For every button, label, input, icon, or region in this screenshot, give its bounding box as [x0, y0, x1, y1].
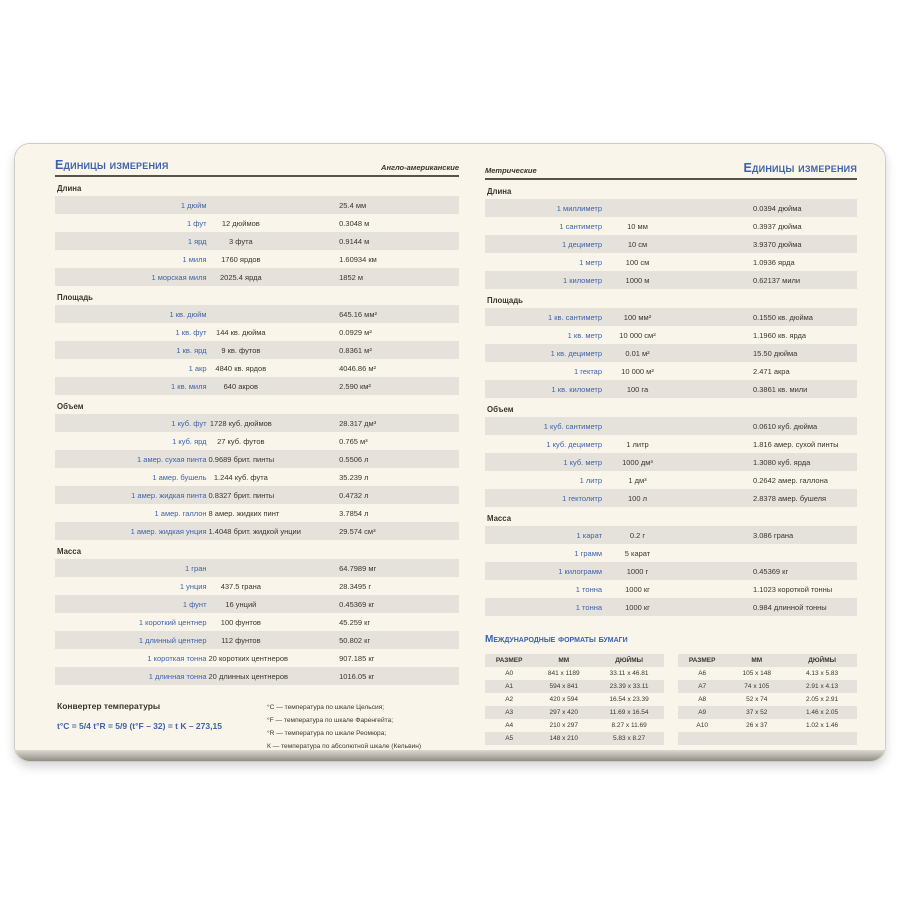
- paper-format-mm: 297 x 420: [549, 709, 579, 716]
- table-row: [55, 559, 459, 577]
- paper-format-row: [678, 719, 857, 732]
- paper-formats-tables: [485, 654, 857, 745]
- paper-format-empty-row: [678, 732, 857, 745]
- unit-name: 1 грамм: [574, 548, 603, 558]
- table-row: [485, 362, 857, 380]
- unit-name: 1 амер. бушель: [152, 472, 207, 482]
- table-row: [55, 305, 459, 323]
- unit-name: 1 гектолитр: [562, 493, 603, 503]
- unit-equivalent: 5 карат: [624, 548, 651, 558]
- unit-equivalent: 0.01 м²: [625, 348, 650, 358]
- unit-equivalent: 12 дюймов: [221, 218, 260, 228]
- table-row: [55, 359, 459, 377]
- unit-name: 1 морская миля: [151, 272, 207, 282]
- section-title: Площадь: [487, 296, 523, 305]
- unit-equivalent: 1.244 куб. фута: [213, 472, 268, 482]
- temperature-converter: [55, 697, 459, 753]
- unit-equivalent: 1000 м: [625, 275, 650, 285]
- paper-format-mm: 594 x 841: [549, 683, 579, 690]
- right-page-subtitle: Метрические: [485, 166, 537, 175]
- paper-format-row: [485, 732, 664, 745]
- temperature-scale-note: °C — температура по шкале Цельсия;: [267, 704, 385, 711]
- page-left: [55, 158, 459, 750]
- unit-value: 0.9144 м: [339, 236, 370, 246]
- unit-value: 1.60934 км: [339, 254, 377, 264]
- paper-format-row: [678, 693, 857, 706]
- paper-spread: [15, 144, 885, 750]
- unit-value: 1.816 амер. сухой пинты: [752, 439, 839, 449]
- unit-value: 0.5506 л: [339, 454, 369, 464]
- table-row: [55, 595, 459, 613]
- section-title: Площадь: [57, 293, 93, 302]
- unit-value: 0.3048 м: [339, 218, 370, 228]
- unit-equivalent: 4840 кв. ярдов: [215, 363, 267, 373]
- paper-table-header-cell: РАЗМЕР: [495, 657, 523, 664]
- table-row: [55, 468, 459, 486]
- right-page-title: Единицы измерения: [743, 161, 857, 175]
- unit-value: 2.471 акра: [752, 366, 790, 376]
- unit-value: 0.3861 кв. мили: [752, 384, 808, 394]
- paper-format-inches: 23.39 x 33.11: [609, 683, 649, 690]
- unit-value: 25.4 мм: [339, 200, 367, 210]
- paper-format-inches: 33.11 x 46.81: [609, 670, 649, 677]
- unit-equivalent: 1 литр: [626, 439, 649, 449]
- table-row: [55, 214, 459, 232]
- unit-equivalent: 2025.4 ярда: [220, 272, 262, 282]
- unit-name: 1 кв. миля: [171, 381, 207, 391]
- table-row: [485, 380, 857, 398]
- paper-format-inches: 1.02 x 1.46: [806, 722, 839, 729]
- right-page-header: [485, 158, 857, 180]
- unit-value: 28.317 дм³: [339, 418, 377, 428]
- table-row: [485, 435, 857, 453]
- paper-formats-block: [485, 616, 857, 745]
- table-row: [55, 504, 459, 522]
- unit-name: 1 тонна: [575, 584, 603, 594]
- unit-name: 1 куб. метр: [563, 457, 603, 467]
- unit-value: 1.3080 куб. ярда: [752, 457, 811, 467]
- unit-name: 1 тонна: [575, 602, 603, 612]
- unit-value: 29.574 см³: [339, 526, 376, 536]
- unit-name: 1 амер. сухая пинта: [137, 454, 207, 464]
- paper-table-header-row: [485, 654, 664, 667]
- unit-name: 1 куб. фут: [171, 418, 207, 428]
- paper-format-size: A5: [505, 735, 514, 742]
- unit-name: 1 амер. жидкая унция: [130, 526, 207, 536]
- table-row: [485, 199, 857, 217]
- table-row: [55, 250, 459, 268]
- unit-value: 3.086 грана: [752, 530, 794, 540]
- table-row: [485, 471, 857, 489]
- unit-value: 0.4732 л: [339, 490, 369, 500]
- unit-name: 1 карат: [576, 530, 603, 540]
- unit-name: 1 кв. километр: [551, 384, 603, 394]
- unit-value: 0.0610 куб. дюйма: [752, 421, 818, 431]
- table-row: [485, 562, 857, 580]
- unit-name: 1 короткий центнер: [138, 617, 207, 627]
- table-row: [485, 253, 857, 271]
- paper-format-size: A3: [505, 709, 514, 716]
- unit-value: 1.0936 ярда: [752, 257, 795, 267]
- temperature-converter-formula: t°C = 5/4 t°R = 5/9 (t°F – 32) = t K – 273,15: [57, 721, 222, 731]
- unit-value: 15.50 дюйма: [752, 348, 798, 358]
- left-page-header: [55, 158, 459, 177]
- unit-equivalent: 100 фунтов: [220, 617, 261, 627]
- paper-formats-table-a6-a10: [678, 654, 857, 745]
- unit-equivalent: 20 коротких центнеров: [208, 653, 288, 663]
- paper-format-size: A10: [696, 722, 708, 729]
- unit-value: 1016.05 кг: [339, 671, 375, 681]
- table-row: [485, 453, 857, 471]
- paper-format-inches: 16.54 x 23.39: [609, 696, 649, 703]
- unit-value: 64.7989 мг: [339, 563, 377, 573]
- table-row: [485, 308, 857, 326]
- unit-equivalent: 100 га: [626, 384, 649, 394]
- paper-format-row: [485, 719, 664, 732]
- paper-format-size: A6: [698, 670, 707, 677]
- paper-format-size: A8: [698, 696, 707, 703]
- paper-format-size: A4: [505, 722, 514, 729]
- unit-name: 1 длинный центнер: [138, 635, 207, 645]
- unit-equivalent: 437.5 грана: [220, 581, 261, 591]
- unit-name: 1 литр: [579, 475, 603, 485]
- unit-value: 0.62137 мили: [752, 275, 801, 285]
- unit-name: 1 кв. ярд: [176, 345, 207, 355]
- paper-format-size: A0: [505, 670, 514, 677]
- paper-format-mm: 74 x 105: [744, 683, 770, 690]
- table-row: [55, 486, 459, 504]
- paper-format-inches: 4.13 x 5.83: [806, 670, 839, 677]
- paper-format-size: A1: [505, 683, 514, 690]
- section-title: Длина: [487, 187, 512, 196]
- unit-equivalent: 10 мм: [627, 221, 648, 231]
- table-row: [55, 196, 459, 214]
- paper-format-row: [678, 706, 857, 719]
- unit-equivalent: 1760 ярдов: [221, 254, 261, 264]
- unit-value: 0.1550 кв. дюйма: [752, 312, 813, 322]
- unit-equivalent: 8 амер. жидких пинт: [208, 508, 280, 518]
- unit-name: 1 куб. дециметр: [546, 439, 603, 449]
- paper-format-inches: 11.69 x 16.54: [609, 709, 649, 716]
- unit-value: 28.3495 г: [339, 581, 372, 591]
- unit-name: 1 короткая тонна: [147, 653, 207, 663]
- unit-value: 907.185 кг: [339, 653, 375, 663]
- table-row: [485, 217, 857, 235]
- section-title: Объем: [487, 405, 514, 414]
- unit-equivalent: 0.9689 брит. пинты: [208, 454, 275, 464]
- unit-name: 1 гектар: [573, 366, 603, 376]
- paper-table-header-cell: ММ: [558, 657, 570, 664]
- table-row: [55, 323, 459, 341]
- unit-equivalent: 1000 г: [626, 566, 649, 576]
- table-row: [485, 326, 857, 344]
- unit-name: 1 куб. сантиметр: [543, 421, 603, 431]
- paper-format-inches: 2.05 x 2.91: [806, 696, 839, 703]
- unit-equivalent: 10 000 м²: [621, 366, 654, 376]
- paper-format-mm: 841 x 1189: [547, 670, 580, 677]
- paper-format-inches: 5.83 x 8.27: [613, 735, 646, 742]
- unit-name: 1 куб. ярд: [172, 436, 207, 446]
- metric-units-tables: [485, 180, 857, 616]
- anglo-american-units-tables: [55, 177, 459, 685]
- table-row: [485, 271, 857, 289]
- unit-equivalent: 10 000 см²: [619, 330, 656, 340]
- paper-format-row: [485, 706, 664, 719]
- unit-value: 3.7854 л: [339, 508, 369, 518]
- unit-equivalent: 3 фута: [229, 236, 253, 246]
- unit-name: 1 длинная тонна: [148, 671, 207, 681]
- unit-name: 1 кв. дюйм: [169, 309, 207, 319]
- unit-equivalent: 100 мм²: [623, 312, 652, 322]
- unit-equivalent: 10 см: [627, 239, 648, 249]
- left-page-subtitle: Англо-американские: [381, 163, 459, 172]
- unit-equivalent: 640 акров: [223, 381, 259, 391]
- unit-name: 1 унция: [179, 581, 207, 591]
- unit-name: 1 метр: [579, 257, 603, 267]
- table-row: [55, 341, 459, 359]
- paper-format-mm: 37 x 52: [746, 709, 768, 716]
- unit-name: 1 дециметр: [562, 239, 603, 249]
- table-row: [55, 414, 459, 432]
- paper-format-inches: 8.27 x 11.69: [611, 722, 647, 729]
- table-row: [55, 432, 459, 450]
- unit-name: 1 амер. жидкая пинта: [131, 490, 207, 500]
- unit-value: 45.259 кг: [339, 617, 371, 627]
- paper-format-row: [678, 667, 857, 680]
- unit-equivalent: 0.2 г: [629, 530, 646, 540]
- unit-equivalent: 16 унций: [225, 599, 257, 609]
- table-row: [485, 417, 857, 435]
- table-row: [485, 344, 857, 362]
- unit-equivalent: 1.4048 брит. жидкой унции: [208, 526, 301, 536]
- unit-value: 4046.86 м²: [339, 363, 376, 373]
- table-row: [55, 649, 459, 667]
- temperature-scale-note: °R — температура по шкале Реомюра;: [267, 730, 387, 737]
- unit-equivalent: 9 кв. футов: [221, 345, 261, 355]
- table-row: [485, 598, 857, 616]
- table-row: [55, 522, 459, 540]
- table-row: [55, 232, 459, 250]
- table-row: [55, 667, 459, 685]
- unit-name: 1 килограмм: [558, 566, 603, 576]
- unit-value: 2.590 км²: [339, 381, 371, 391]
- section-title: Длина: [57, 184, 82, 193]
- unit-name: 1 миля: [182, 254, 207, 264]
- unit-value: 1.1960 кв. ярда: [752, 330, 807, 340]
- temperature-converter-notes: [267, 697, 421, 753]
- table-row: [55, 377, 459, 395]
- table-row: [55, 631, 459, 649]
- paper-format-inches: 1.46 x 2.05: [806, 709, 839, 716]
- paper-table-header-cell: ДЮЙМЫ: [808, 657, 836, 664]
- unit-value: 0.2642 амер. галлона: [752, 475, 828, 485]
- section-title: Масса: [487, 514, 512, 523]
- unit-name: 1 акр: [188, 363, 207, 373]
- paper-format-mm: 52 x 74: [746, 696, 768, 703]
- unit-value: 0.8361 м²: [339, 345, 372, 355]
- unit-value: 2.8378 амер. бушеля: [752, 493, 827, 503]
- unit-value: 0.765 м³: [339, 436, 368, 446]
- left-page-title: Единицы измерения: [55, 158, 169, 172]
- table-row: [55, 268, 459, 286]
- paper-format-size: A9: [698, 709, 707, 716]
- table-row: [55, 613, 459, 631]
- paper-format-inches: 2.91 x 4.13: [806, 683, 839, 690]
- unit-name: 1 амер. галлон: [154, 508, 207, 518]
- paper-format-size: A2: [505, 696, 514, 703]
- paper-table-header-cell: ДЮЙМЫ: [615, 657, 643, 664]
- section-title: Масса: [57, 547, 82, 556]
- unit-name: 1 кв. дециметр: [550, 348, 603, 358]
- paper-format-mm: 148 x 210: [549, 735, 579, 742]
- unit-name: 1 фунт: [182, 599, 207, 609]
- paper-table-header-cell: ММ: [751, 657, 763, 664]
- paper-format-row: [485, 667, 664, 680]
- table-row: [485, 489, 857, 507]
- unit-value: 3.9370 дюйма: [752, 239, 802, 249]
- paper-format-mm: 105 x 148: [742, 670, 772, 677]
- paper-formats-title: Международные форматы бумаги: [485, 634, 628, 645]
- temperature-scale-note: К — температура по абсолютной шкале (Кельвин): [267, 743, 422, 750]
- unit-equivalent: 1728 куб. дюймов: [209, 418, 272, 428]
- unit-equivalent: 100 см: [625, 257, 650, 267]
- unit-equivalent: 27 куб. футов: [217, 436, 265, 446]
- unit-equivalent: 0.8327 брит. пинты: [208, 490, 275, 500]
- unit-name: 1 кв. метр: [567, 330, 603, 340]
- paper-format-mm: 210 x 297: [549, 722, 579, 729]
- unit-value: 1852 м: [339, 272, 364, 282]
- unit-value: 0.0394 дюйма: [752, 203, 802, 213]
- unit-equivalent: 1000 кг: [625, 602, 650, 612]
- unit-equivalent: 1 дм³: [628, 475, 647, 485]
- unit-value: 1.1023 короткой тонны: [752, 584, 833, 594]
- unit-value: 0.3937 дюйма: [752, 221, 802, 231]
- paper-formats-table-a0-a5: [485, 654, 664, 745]
- table-row: [485, 235, 857, 253]
- unit-value: 0.45369 кг: [752, 566, 789, 576]
- unit-value: 0.984 длинной тонны: [752, 602, 827, 612]
- paper-format-size: A7: [698, 683, 707, 690]
- table-row: [485, 580, 857, 598]
- unit-name: 1 дюйм: [180, 200, 207, 210]
- diary-spread: [14, 143, 886, 762]
- unit-value: 0.45369 кг: [339, 599, 375, 609]
- unit-name: 1 гран: [185, 563, 207, 573]
- paper-format-row: [485, 693, 664, 706]
- temperature-scale-note: °F — температура по шкале Фаренгейта;: [267, 717, 394, 724]
- paper-format-row: [485, 680, 664, 693]
- unit-equivalent: 1000 дм³: [622, 457, 653, 467]
- unit-equivalent: 1000 кг: [625, 584, 650, 594]
- unit-value: 50.802 кг: [339, 635, 371, 645]
- unit-equivalent: 20 длинных центнеров: [208, 671, 288, 681]
- unit-name: 1 ярд: [187, 236, 207, 246]
- temperature-converter-left: [55, 697, 267, 753]
- unit-value: 35.239 л: [339, 472, 369, 482]
- unit-name: 1 кв. фут: [175, 327, 207, 337]
- paper-table-header-row: [678, 654, 857, 667]
- paper-format-row: [678, 680, 857, 693]
- unit-value: 0.0929 м²: [339, 327, 372, 337]
- table-row: [485, 544, 857, 562]
- unit-name: 1 кв. сантиметр: [547, 312, 603, 322]
- unit-value: 645.16 мм²: [339, 309, 377, 319]
- unit-name: 1 миллиметр: [556, 203, 603, 213]
- section-title: Объем: [57, 402, 84, 411]
- table-row: [485, 526, 857, 544]
- page-right: [485, 158, 857, 750]
- unit-name: 1 километр: [562, 275, 603, 285]
- paper-table-header-cell: РАЗМЕР: [688, 657, 716, 664]
- table-row: [55, 450, 459, 468]
- paper-format-mm: 26 x 37: [746, 722, 768, 729]
- unit-equivalent: 100 л: [628, 493, 647, 503]
- paper-format-mm: 420 x 594: [549, 696, 579, 703]
- unit-name: 1 фут: [186, 218, 207, 228]
- unit-name: 1 сантиметр: [559, 221, 603, 231]
- temperature-converter-title: Конвертер температуры: [57, 701, 161, 711]
- unit-equivalent: 112 фунтов: [221, 635, 261, 645]
- table-row: [55, 577, 459, 595]
- unit-equivalent: 144 кв. дюйма: [216, 327, 266, 337]
